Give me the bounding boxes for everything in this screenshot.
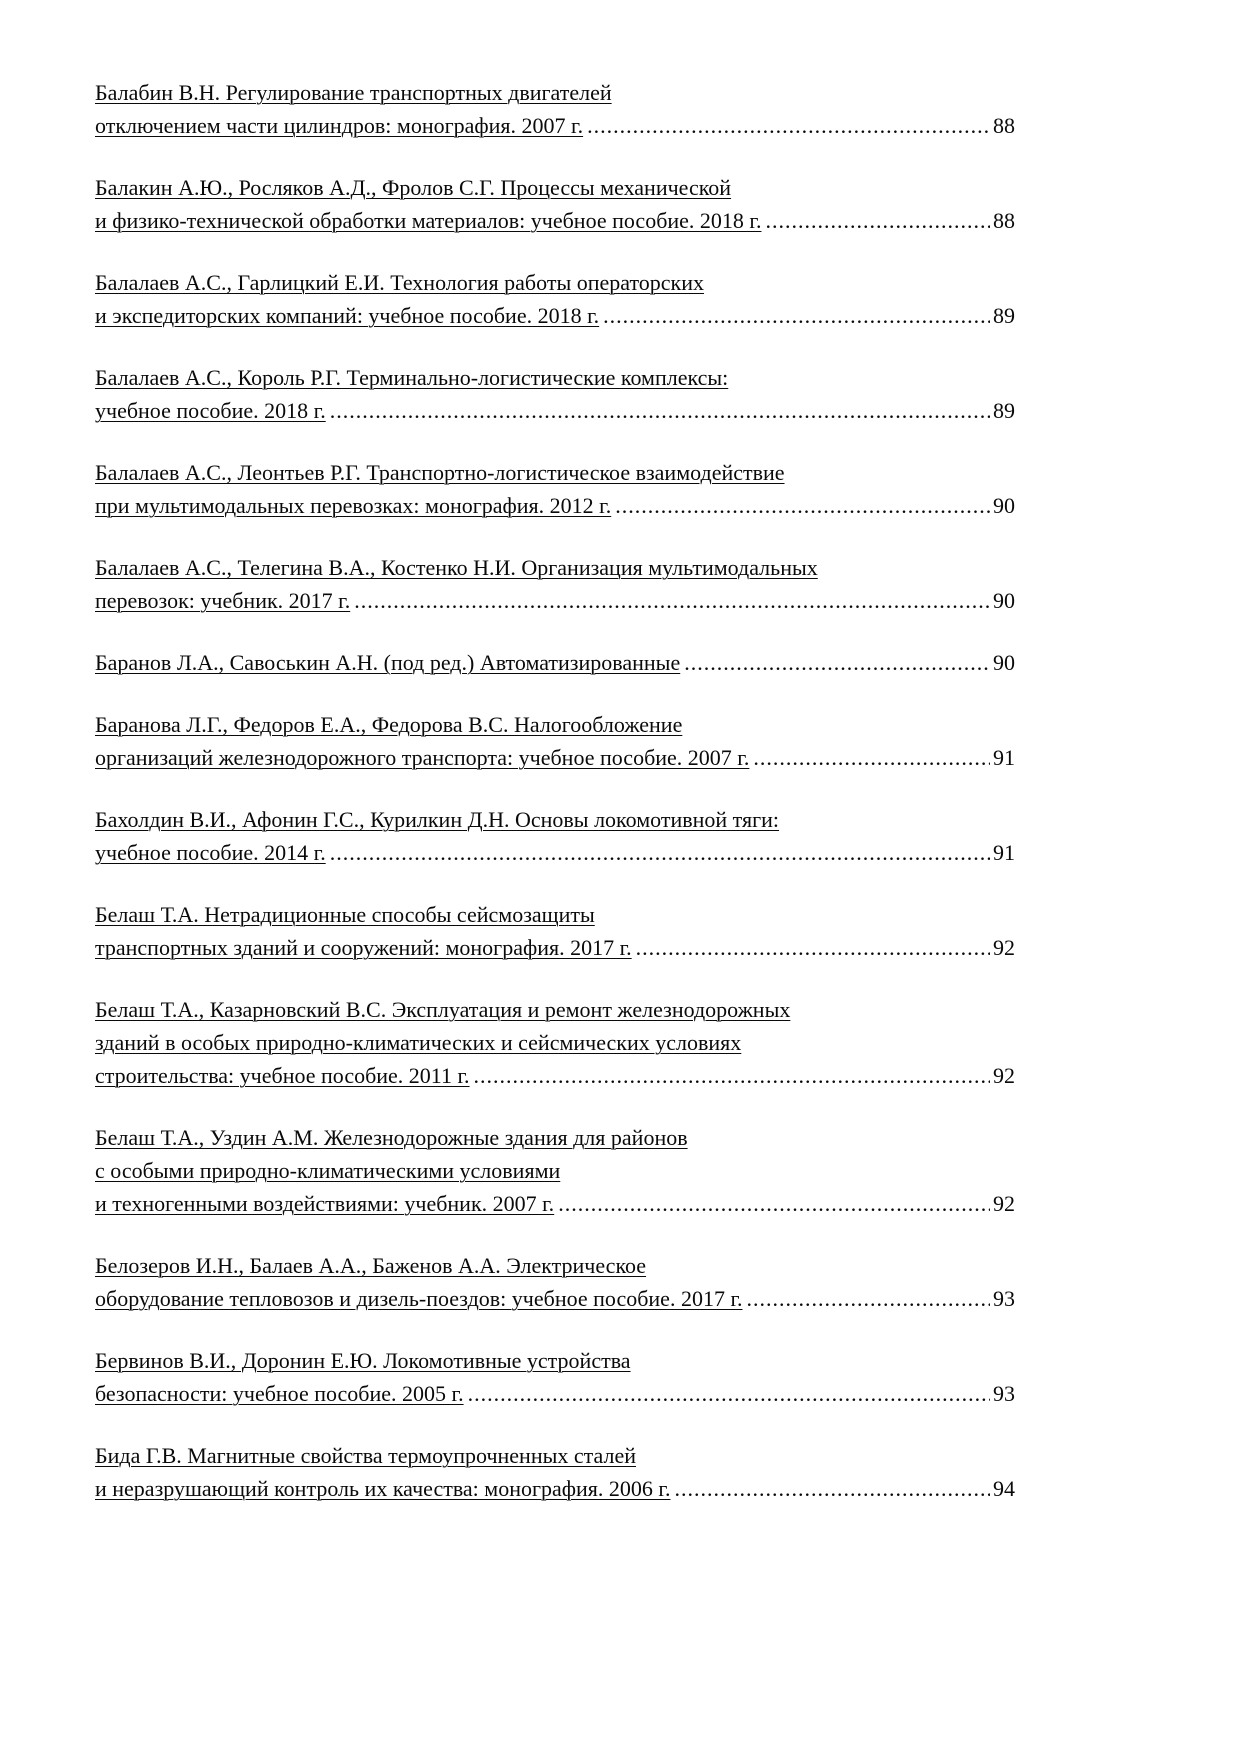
entry-title-line[interactable]: перевозок: учебник. 2017 г. <box>95 588 351 613</box>
dot-leader <box>558 1187 990 1220</box>
entry-title-line[interactable]: Бахолдин В.И., Афонин Г.С., Курилкин Д.Н. Основы локомотивной тяги: <box>95 807 780 832</box>
entry-title-line[interactable]: Балабин В.Н. Регулирование транспортных двигателей <box>95 80 612 105</box>
entry-title-line[interactable]: безопасности: учебное пособие. 2005 г. <box>95 1381 464 1406</box>
entry-title-line[interactable]: Белаш Т.А. Нетрадиционные способы сейсмозащиты <box>95 902 595 927</box>
dot-leader <box>354 584 990 617</box>
dot-leader <box>603 299 990 332</box>
toc-entry <box>95 1121 1015 1220</box>
entry-last-line <box>95 299 1015 332</box>
dot-leader <box>674 1472 990 1505</box>
dot-leader <box>765 204 990 237</box>
entry-title-line[interactable]: и неразрушающий контроль их качества: монография. 2006 г. <box>95 1476 671 1501</box>
toc-entry <box>95 803 1015 869</box>
page-number: 94 <box>993 1476 1015 1501</box>
dot-leader <box>636 931 990 964</box>
entry-title-line[interactable]: Балалаев А.С., Гарлицкий Е.И. Технология работы операторских <box>95 270 705 295</box>
dot-leader <box>747 1282 991 1315</box>
entry-title-line[interactable]: учебное пособие. 2018 г. <box>95 398 326 423</box>
entry-title-line[interactable]: зданий в особых природно-климатических и сейсмических условиях <box>95 1030 742 1055</box>
toc-entry <box>95 993 1015 1092</box>
entry-last-line <box>95 1059 1015 1092</box>
entry-title-line[interactable]: Бервинов В.И., Доронин Е.Ю. Локомотивные устройства <box>95 1348 631 1373</box>
page-number: 93 <box>993 1286 1015 1311</box>
entry-title-line[interactable]: Балакин А.Ю., Росляков А.Д., Фролов С.Г. Процессы механической <box>95 175 732 200</box>
entry-title-line[interactable]: отключением части цилиндров: монография. 2007 г. <box>95 113 584 138</box>
toc-entry <box>95 1249 1015 1315</box>
entry-title-line[interactable]: оборудование тепловозов и дизель-поездов: учебное пособие. 2017 г. <box>95 1286 743 1311</box>
entry-last-line <box>95 204 1015 237</box>
dot-leader <box>330 836 990 869</box>
entry-title-line[interactable]: Баранов Л.А., Савоськин А.Н. (под ред.) Автоматизированные <box>95 650 681 675</box>
toc-entry <box>95 76 1015 142</box>
entry-last-line <box>95 1187 1015 1220</box>
page-number: 92 <box>993 1191 1015 1216</box>
page-number: 90 <box>993 650 1015 675</box>
toc-entry <box>95 266 1015 332</box>
entry-title-line[interactable]: Белозеров И.Н., Балаев А.А., Баженов А.А. Электрическое <box>95 1253 647 1278</box>
page-number: 90 <box>993 588 1015 613</box>
page-number: 92 <box>993 935 1015 960</box>
entry-last-line <box>95 836 1015 869</box>
toc-entry <box>95 551 1015 617</box>
entry-title-line[interactable]: Белаш Т.А., Казарновский В.С. Эксплуатация и ремонт железнодорожных <box>95 997 791 1022</box>
entry-title-line[interactable]: Белаш Т.А., Уздин А.М. Железнодорожные здания для районов <box>95 1125 688 1150</box>
toc-entry <box>95 171 1015 237</box>
entry-title-line[interactable]: с особыми природно-климатическими условиями <box>95 1158 561 1183</box>
toc-entry <box>95 456 1015 522</box>
page-number: 92 <box>993 1063 1015 1088</box>
entry-last-line <box>95 741 1015 774</box>
entry-last-line <box>95 584 1015 617</box>
toc-entry <box>95 361 1015 427</box>
dot-leader <box>684 646 990 679</box>
page-number: 89 <box>993 303 1015 328</box>
dot-leader <box>474 1059 990 1092</box>
entry-last-line <box>95 646 1015 679</box>
entry-title-line[interactable]: строительства: учебное пособие. 2011 г. <box>95 1063 470 1088</box>
page-number: 88 <box>993 208 1015 233</box>
dot-leader <box>587 109 990 142</box>
entry-title-line[interactable]: Балалаев А.С., Король Р.Г. Терминально-логистические комплексы: <box>95 365 729 390</box>
entry-title-line[interactable]: и техногенными воздействиями: учебник. 2007 г. <box>95 1191 555 1216</box>
entry-title-line[interactable]: Баранова Л.Г., Федоров Е.А., Федорова В.С. Налогообложение <box>95 712 683 737</box>
entry-last-line <box>95 109 1015 142</box>
toc-entry <box>95 1344 1015 1410</box>
entry-title-line[interactable]: учебное пособие. 2014 г. <box>95 840 326 865</box>
entry-title-line[interactable]: Балалаев А.С., Телегина В.А., Костенко Н.И. Организация мультимодальных <box>95 555 818 580</box>
entry-title-line[interactable]: и физико-технической обработки материалов: учебное пособие. 2018 г. <box>95 208 762 233</box>
dot-leader <box>330 394 990 427</box>
dot-leader <box>753 741 990 774</box>
entry-last-line <box>95 1282 1015 1315</box>
entry-title-line[interactable]: Балалаев А.С., Леонтьев Р.Г. Транспортно-логистическое взаимодействие <box>95 460 785 485</box>
toc-entry <box>95 898 1015 964</box>
entry-title-line[interactable]: при мультимодальных перевозках: монография. 2012 г. <box>95 493 612 518</box>
entry-last-line <box>95 489 1015 522</box>
toc-entry <box>95 1439 1015 1505</box>
entry-title-line[interactable]: и экспедиторских компаний: учебное пособие. 2018 г. <box>95 303 600 328</box>
page-number: 91 <box>993 745 1015 770</box>
entry-last-line <box>95 1472 1015 1505</box>
entry-last-line <box>95 1377 1015 1410</box>
entry-title-line[interactable]: организаций железнодорожного транспорта: учебное пособие. 2007 г. <box>95 745 750 770</box>
entry-last-line <box>95 394 1015 427</box>
entry-title-line[interactable]: транспортных зданий и сооружений: монография. 2017 г. <box>95 935 632 960</box>
page-number: 90 <box>993 493 1015 518</box>
page-number: 91 <box>993 840 1015 865</box>
page-number: 89 <box>993 398 1015 423</box>
toc-entry <box>95 708 1015 774</box>
toc-entry <box>95 646 1015 679</box>
entry-title-line[interactable]: Бида Г.В. Магнитные свойства термоупрочненных сталей <box>95 1443 637 1468</box>
page-number: 93 <box>993 1381 1015 1406</box>
page-number: 88 <box>993 113 1015 138</box>
dot-leader <box>468 1377 990 1410</box>
dot-leader <box>615 489 990 522</box>
entry-last-line <box>95 931 1015 964</box>
